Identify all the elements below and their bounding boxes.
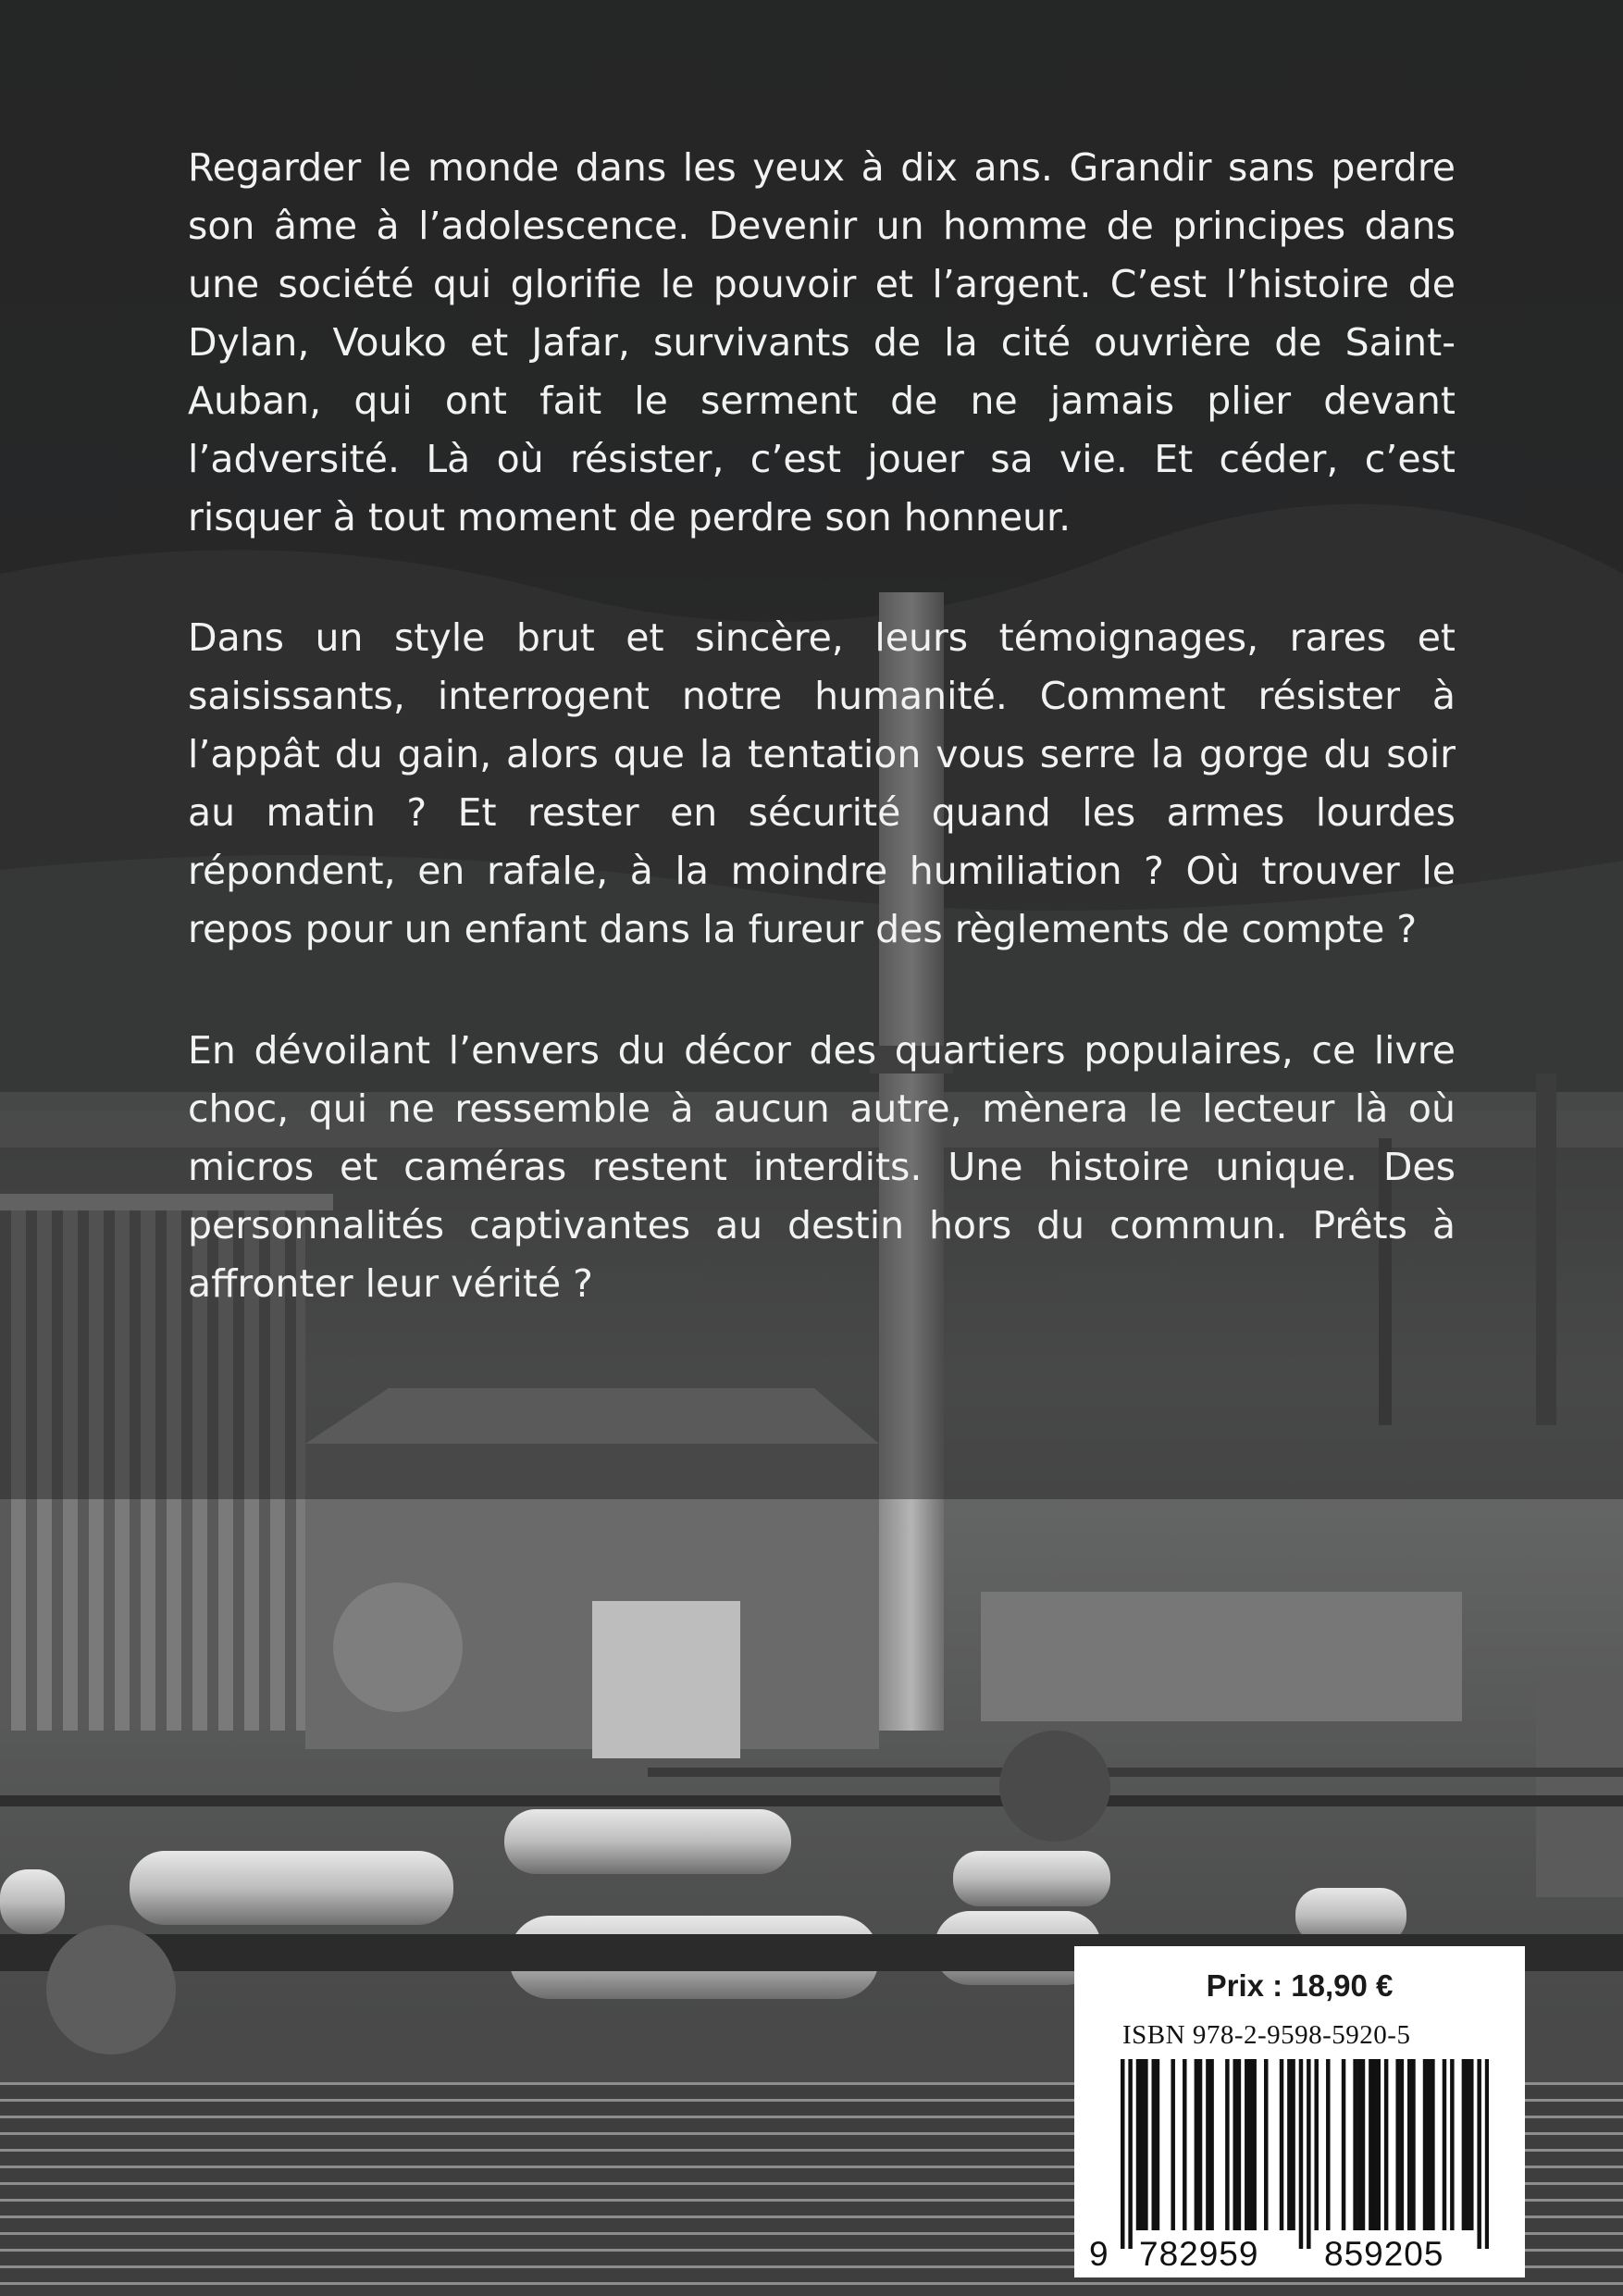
barcode-bar — [1377, 2059, 1381, 2230]
barcode-bar — [1443, 2059, 1446, 2230]
barcode-bar — [1140, 2059, 1144, 2230]
isbn-text: ISBN 978-2-9598-5920-5 — [1122, 2020, 1411, 2050]
barcode-bar — [1195, 2059, 1198, 2230]
barcode-bar — [1233, 2059, 1236, 2230]
barcode-bar — [1361, 2059, 1365, 2230]
barcode-bar — [1400, 2059, 1404, 2230]
barcode-bar — [1183, 2059, 1186, 2230]
barcode-bar — [1384, 2059, 1388, 2230]
barcode-bar — [1252, 2059, 1256, 2230]
blurb-paragraph-1: Regarder le monde dans les yeux à dix ans. Grandir sans perdre son âme à l’adolescence. Devenir un homme de principes dans une société qui glorifie le pouvoir et l’argent. C’est l’histoire de Dylan, Vouko et Jafar, survivants de la cité ouvrière de Saint-Auban, qui ont fait le serment de ne jamais plier devant l’adversité. Là où résister, c’est jouer sa vie. Et céder, c’est risquer à tout moment de perdre son honneur. — [188, 145, 1456, 540]
barcode-bar — [1427, 2059, 1431, 2230]
blurb-paragraph-3: En dévoilant l’envers du décor des quartiers populaires, ce livre choc, qui ne ressemble à aucun autre, mènera le lecteur là où micros et caméras restent interdits. Une histoire unique. Des personnalités captivantes au destin hors du commun. Prêts à affronter leur vérité ? — [188, 1027, 1456, 1306]
price-text: Prix : 18,90 € — [1206, 1968, 1394, 2003]
barcode-bar — [1469, 2059, 1473, 2230]
barcode-digits-right: 859205 — [1320, 2235, 1447, 2274]
barcode-bar — [1314, 2059, 1318, 2230]
barcode-bar — [1299, 2059, 1303, 2249]
barcode-bar — [1198, 2059, 1202, 2230]
barcode-bar — [1411, 2059, 1415, 2230]
back-cover-blurb — [188, 139, 1456, 1376]
isbn-barcode — [1121, 2059, 1489, 2249]
barcode-bar — [1245, 2059, 1248, 2230]
barcode-bar — [1462, 2059, 1466, 2230]
barcode-bar — [1237, 2059, 1241, 2230]
barcode-bar — [1450, 2059, 1454, 2230]
barcode-bar — [1357, 2059, 1361, 2230]
barcode-bar — [1144, 2059, 1147, 2230]
barcode-bar — [1485, 2059, 1489, 2249]
barcode-bar — [1431, 2059, 1434, 2230]
barcode-bar — [1326, 2059, 1330, 2230]
barcode-bar — [1353, 2059, 1357, 2230]
barcode-bar — [1369, 2059, 1372, 2230]
blurb-paragraph-2: Dans un style brut et sincère, leurs témoignages, rares et saisissants, interrogent notre humanité. Comment résister à l’appât du gain, alors que la tentation vous serre la gorge du soir au matin ? Et rester en sécurité quand les armes lourdes répondent, en rafale, à la moindre humiliation ? Où trouver le repos pour un enfant dans la fureur des règlements de compte ? — [188, 615, 1456, 952]
barcode-bar — [1287, 2059, 1291, 2230]
barcode-bar — [1264, 2059, 1268, 2230]
barcode-bar — [1407, 2059, 1411, 2230]
barcode-bar — [1248, 2059, 1252, 2230]
barcode-bar — [1291, 2059, 1295, 2230]
barcode-bar — [1136, 2059, 1140, 2230]
barcode-bar — [1342, 2059, 1345, 2230]
barcode-bar — [1156, 2059, 1159, 2230]
barcode-digits-left: 782959 — [1135, 2235, 1262, 2274]
barcode-bar — [1280, 2059, 1283, 2230]
barcode-bar — [1372, 2059, 1376, 2230]
barcode-bar — [1307, 2059, 1310, 2249]
barcode-bar — [1466, 2059, 1469, 2230]
barcode-bar — [1225, 2059, 1229, 2230]
barcode-bar — [1121, 2059, 1124, 2249]
barcode-bar — [1152, 2059, 1156, 2230]
barcode-bar — [1128, 2059, 1132, 2249]
barcode-bar — [1209, 2059, 1213, 2230]
barcode-bar — [1171, 2059, 1174, 2230]
barcode-bar — [1206, 2059, 1209, 2230]
barcode-bar — [1477, 2059, 1481, 2249]
barcode-bar — [1395, 2059, 1399, 2230]
price-isbn-label — [1074, 1946, 1525, 2277]
barcode-bar — [1423, 2059, 1427, 2230]
barcode-digit-first: 9 — [1089, 2235, 1109, 2273]
